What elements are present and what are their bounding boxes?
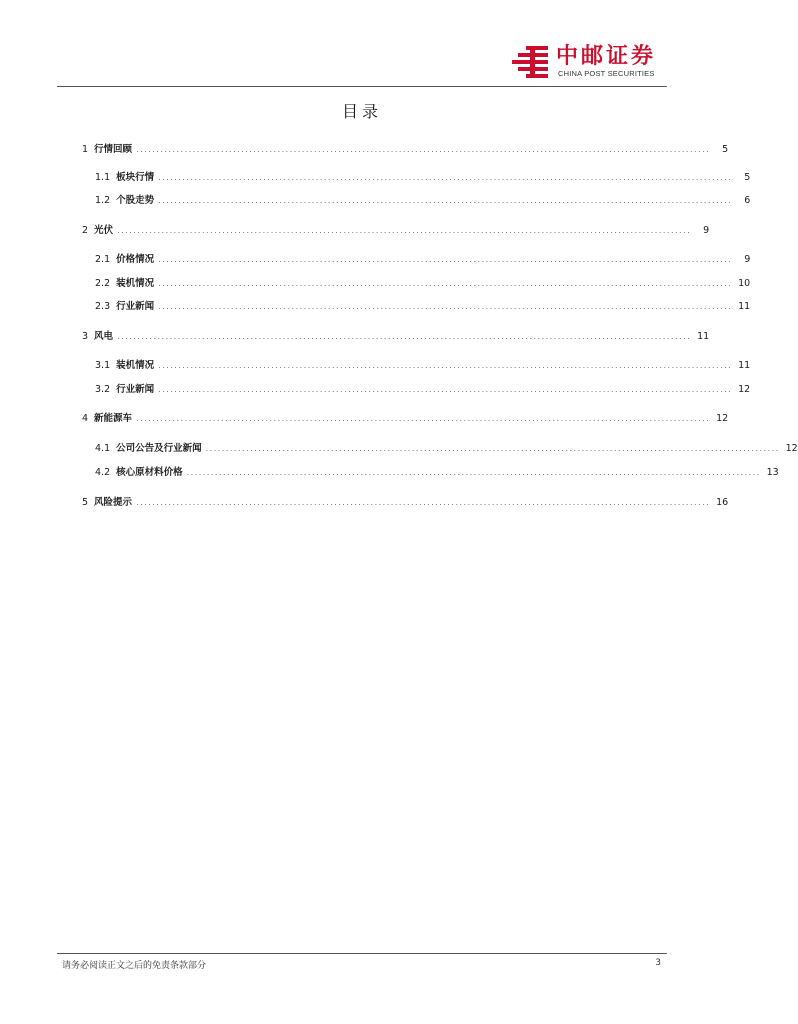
toc-entry-page: 9 — [703, 225, 710, 236]
toc-title: 目录 — [341, 102, 382, 121]
dot-leader: .............................................................................................................................................. — [158, 173, 733, 182]
toc-entry-page: 13 — [766, 467, 779, 478]
toc-entry-page: 11 — [738, 360, 751, 371]
dot-leader: .............................................................................................................................................. — [158, 255, 733, 264]
toc-entry-label: 新能源车 — [94, 413, 133, 424]
toc-entry[interactable] — [95, 440, 798, 454]
toc-entry[interactable] — [95, 298, 751, 312]
toc-entry-label: 板块行情 — [116, 172, 155, 183]
toc-entry-label: 风电 — [94, 331, 114, 342]
toc-entry[interactable] — [82, 328, 710, 342]
toc-entry-label: 装机情况 — [116, 360, 155, 371]
toc-entry-number: 2 — [82, 225, 89, 236]
toc-entry[interactable] — [95, 381, 751, 395]
toc-entry[interactable] — [82, 141, 729, 155]
dot-leader: .............................................................................................................................................. — [117, 332, 692, 341]
company-logo — [512, 44, 670, 82]
toc-entry[interactable] — [95, 192, 751, 206]
toc-entry-number: 1 — [82, 144, 89, 155]
toc-entry[interactable] — [95, 357, 751, 371]
toc-entry-page: 5 — [744, 172, 751, 183]
toc-entry[interactable] — [95, 275, 751, 289]
toc-entry[interactable] — [95, 251, 751, 265]
toc-entry-number: 4 — [82, 413, 89, 424]
dot-leader: .............................................................................................................................................. — [136, 414, 711, 423]
dot-leader: .............................................................................................................................................. — [136, 145, 711, 154]
footer-disclaimer: 请务必阅读正文之后的免责条款部分 — [62, 961, 207, 971]
toc-entry-number: 4.2 — [95, 467, 111, 478]
dot-leader: .............................................................................................................................................. — [205, 444, 780, 453]
toc-entry-number: 3.1 — [95, 360, 111, 371]
toc-entry[interactable] — [95, 169, 751, 183]
toc-entry-label: 价格情况 — [116, 254, 155, 265]
page-number: 3 — [655, 958, 661, 968]
dot-leader: .............................................................................................................................................. — [186, 468, 761, 477]
toc-entry-number: 1.1 — [95, 172, 111, 183]
toc-entry-page: 12 — [785, 443, 798, 454]
toc-entry-number: 2.2 — [95, 278, 111, 289]
china-post-logo-icon — [512, 44, 552, 82]
toc-entry-page: 11 — [738, 301, 751, 312]
toc-entry-label: 核心原材料价格 — [116, 467, 183, 478]
toc-entry-number: 2.3 — [95, 301, 111, 312]
toc-entry-number: 4.1 — [95, 443, 111, 454]
dot-leader: .............................................................................................................................................. — [158, 279, 733, 288]
toc-entry[interactable] — [82, 494, 729, 508]
toc-entry-page: 12 — [738, 384, 751, 395]
toc-entry-number: 2.1 — [95, 254, 111, 265]
dot-leader: .............................................................................................................................................. — [158, 385, 733, 394]
toc-entry-page: 10 — [738, 278, 751, 289]
toc-entry[interactable] — [82, 410, 729, 424]
dot-leader: .............................................................................................................................................. — [136, 498, 711, 507]
toc-entry-label: 光伏 — [94, 225, 114, 236]
toc-entry-number: 1.2 — [95, 195, 111, 206]
toc-entry-page: 16 — [716, 497, 729, 508]
toc-entry-page: 9 — [744, 254, 751, 265]
toc-entry[interactable] — [82, 222, 710, 236]
dot-leader: .............................................................................................................................................. — [158, 361, 733, 370]
dot-leader: .............................................................................................................................................. — [117, 226, 692, 235]
toc-entry-label: 行业新闻 — [116, 301, 155, 312]
dot-leader: .............................................................................................................................................. — [158, 196, 733, 205]
toc-entry-label: 个股走势 — [116, 195, 155, 206]
toc-entry-page: 5 — [722, 144, 729, 155]
toc-entry-page: 6 — [744, 195, 751, 206]
toc-entry-number: 3 — [82, 331, 89, 342]
logo-chinese-name: 中邮证券 — [556, 44, 657, 69]
toc-entry-label: 装机情况 — [116, 278, 155, 289]
toc-entry-number: 5 — [82, 497, 89, 508]
toc-entry-label: 行业新闻 — [116, 384, 155, 395]
toc-entry-page: 11 — [697, 331, 710, 342]
logo-english-name: CHINA POST SECURITIES — [558, 69, 655, 78]
toc-entry-number: 3.2 — [95, 384, 111, 395]
toc-entry[interactable] — [95, 464, 779, 478]
toc-entry-page: 12 — [716, 413, 729, 424]
toc-entry-label: 行情回顾 — [94, 144, 133, 155]
header-divider — [57, 86, 667, 87]
toc-entry-label: 公司公告及行业新闻 — [116, 443, 202, 454]
dot-leader: .............................................................................................................................................. — [158, 302, 733, 311]
footer-divider — [57, 953, 667, 954]
toc-entry-label: 风险提示 — [94, 497, 133, 508]
